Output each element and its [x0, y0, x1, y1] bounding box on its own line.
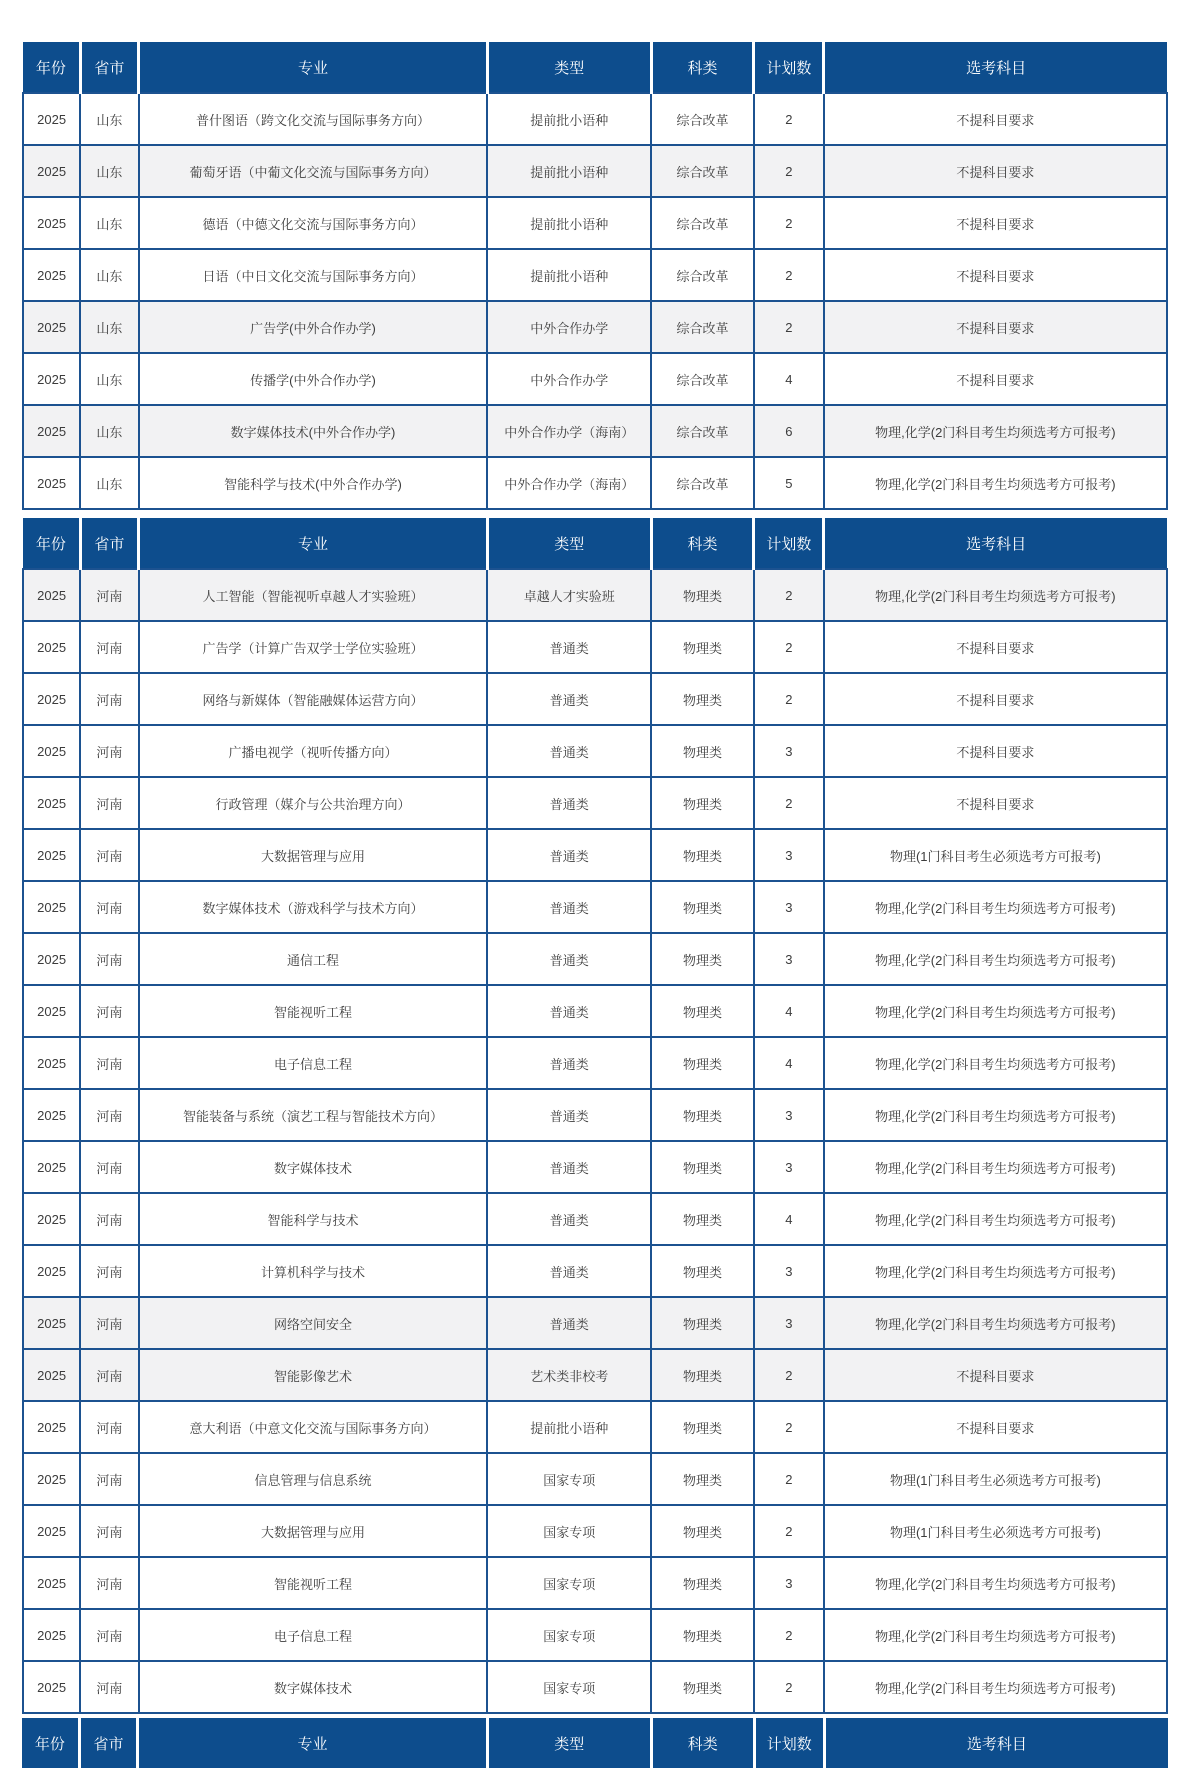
cell-province: 山东	[80, 93, 138, 145]
cell-province: 河南	[80, 1609, 138, 1661]
cell-major: 意大利语（中意文化交流与国际事务方向）	[139, 1401, 488, 1453]
cell-plan: 4	[754, 1037, 824, 1089]
cell-category: 物理类	[651, 829, 754, 881]
cell-type: 提前批小语种	[487, 145, 651, 197]
cell-province: 山东	[80, 145, 138, 197]
cell-year: 2025	[23, 405, 80, 457]
cell-province: 山东	[80, 353, 138, 405]
cell-plan: 2	[754, 621, 824, 673]
table-row	[23, 145, 1167, 197]
cell-subjects: 不提科目要求	[824, 1401, 1167, 1453]
cell-type: 卓越人才实验班	[487, 569, 651, 621]
cell-plan: 3	[754, 881, 824, 933]
cell-subjects: 物理,化学(2门科目考生均须选考方可报考)	[824, 569, 1167, 621]
next-table-header-clipped	[22, 1718, 1168, 1753]
plan-table-next	[22, 1718, 1168, 1768]
cell-type: 普通类	[487, 777, 651, 829]
table-row	[23, 1349, 1167, 1401]
header-row	[23, 518, 1167, 569]
cell-province: 山东	[80, 197, 138, 249]
cell-type: 普通类	[487, 1193, 651, 1245]
cell-year: 2025	[23, 1401, 80, 1453]
table-row	[23, 777, 1167, 829]
column-header-plan: 计划数	[754, 518, 824, 569]
table-row	[23, 1505, 1167, 1557]
cell-type: 提前批小语种	[487, 249, 651, 301]
cell-category: 综合改革	[651, 353, 754, 405]
cell-subjects: 不提科目要求	[824, 145, 1167, 197]
cell-subjects: 不提科目要求	[824, 725, 1167, 777]
cell-major: 数字媒体技术（游戏科学与技术方向）	[139, 881, 488, 933]
cell-year: 2025	[23, 353, 80, 405]
table-row	[23, 1609, 1167, 1661]
cell-major: 智能视听工程	[139, 985, 488, 1037]
column-header-plan: 计划数	[754, 1718, 824, 1768]
cell-year: 2025	[23, 1349, 80, 1401]
column-header-category: 科类	[651, 518, 754, 569]
cell-type: 国家专项	[487, 1505, 651, 1557]
cell-category: 物理类	[651, 725, 754, 777]
cell-plan: 3	[754, 933, 824, 985]
cell-province: 河南	[80, 1037, 138, 1089]
cell-province: 河南	[80, 1453, 138, 1505]
cell-type: 普通类	[487, 1141, 651, 1193]
cell-subjects: 不提科目要求	[824, 93, 1167, 145]
cell-subjects: 物理,化学(2门科目考生均须选考方可报考)	[824, 1193, 1167, 1245]
cell-major: 日语（中日文化交流与国际事务方向）	[139, 249, 488, 301]
cell-major: 数字媒体技术	[139, 1141, 488, 1193]
cell-year: 2025	[23, 457, 80, 509]
cell-subjects: 物理,化学(2门科目考生均须选考方可报考)	[824, 405, 1167, 457]
table-row	[23, 985, 1167, 1037]
table-row	[23, 673, 1167, 725]
cell-province: 河南	[80, 1193, 138, 1245]
cell-category: 综合改革	[651, 405, 754, 457]
table-row	[23, 301, 1167, 353]
cell-category: 综合改革	[651, 145, 754, 197]
cell-major: 广告学（计算广告双学士学位实验班）	[139, 621, 488, 673]
cell-year: 2025	[23, 621, 80, 673]
cell-type: 普通类	[487, 933, 651, 985]
cell-major: 网络与新媒体（智能融媒体运营方向）	[139, 673, 488, 725]
column-header-province: 省市	[80, 42, 138, 93]
cell-type: 普通类	[487, 881, 651, 933]
cell-year: 2025	[23, 1505, 80, 1557]
cell-plan: 2	[754, 1453, 824, 1505]
cell-subjects: 物理,化学(2门科目考生均须选考方可报考)	[824, 881, 1167, 933]
plan-table-shandong	[22, 42, 1168, 510]
column-header-subjects: 选考科目	[824, 1718, 1168, 1768]
cell-major: 大数据管理与应用	[139, 829, 488, 881]
cell-major: 数字媒体技术	[139, 1661, 488, 1713]
column-header-category: 科类	[651, 1718, 754, 1768]
cell-major: 德语（中德文化交流与国际事务方向）	[139, 197, 488, 249]
cell-plan: 2	[754, 1661, 824, 1713]
cell-province: 河南	[80, 1349, 138, 1401]
cell-year: 2025	[23, 1141, 80, 1193]
cell-type: 中外合作办学	[487, 301, 651, 353]
cell-type: 普通类	[487, 621, 651, 673]
cell-province: 河南	[80, 829, 138, 881]
table-header	[23, 42, 1167, 93]
cell-year: 2025	[23, 1453, 80, 1505]
cell-major: 广播电视学（视听传播方向）	[139, 725, 488, 777]
table-row	[23, 1037, 1167, 1089]
cell-subjects: 不提科目要求	[824, 621, 1167, 673]
cell-year: 2025	[23, 301, 80, 353]
cell-province: 河南	[80, 1557, 138, 1609]
cell-subjects: 物理,化学(2门科目考生均须选考方可报考)	[824, 1609, 1167, 1661]
cell-plan: 2	[754, 1349, 824, 1401]
cell-year: 2025	[23, 777, 80, 829]
column-header-major: 专业	[138, 1718, 488, 1768]
cell-type: 提前批小语种	[487, 93, 651, 145]
cell-plan: 2	[754, 1609, 824, 1661]
cell-type: 国家专项	[487, 1661, 651, 1713]
cell-subjects: 物理,化学(2门科目考生均须选考方可报考)	[824, 933, 1167, 985]
cell-type: 普通类	[487, 1297, 651, 1349]
cell-type: 普通类	[487, 829, 651, 881]
cell-year: 2025	[23, 673, 80, 725]
cell-subjects: 物理(1门科目考生必须选考方可报考)	[824, 1505, 1167, 1557]
cell-province: 河南	[80, 621, 138, 673]
column-header-year: 年份	[23, 42, 80, 93]
table-row	[23, 1453, 1167, 1505]
table-row	[23, 353, 1167, 405]
cell-year: 2025	[23, 1089, 80, 1141]
cell-year: 2025	[23, 725, 80, 777]
cell-province: 河南	[80, 1089, 138, 1141]
cell-category: 物理类	[651, 1661, 754, 1713]
table-row	[23, 933, 1167, 985]
cell-subjects: 不提科目要求	[824, 301, 1167, 353]
column-header-province: 省市	[80, 518, 138, 569]
cell-major: 数字媒体技术(中外合作办学)	[139, 405, 488, 457]
table-row	[23, 197, 1167, 249]
cell-province: 河南	[80, 933, 138, 985]
cell-year: 2025	[23, 1297, 80, 1349]
cell-subjects: 物理,化学(2门科目考生均须选考方可报考)	[824, 1245, 1167, 1297]
cell-subjects: 不提科目要求	[824, 249, 1167, 301]
table-row	[23, 829, 1167, 881]
column-header-plan: 计划数	[754, 42, 824, 93]
cell-year: 2025	[23, 881, 80, 933]
table-row	[23, 725, 1167, 777]
cell-type: 普通类	[487, 1245, 651, 1297]
cell-major: 计算机科学与技术	[139, 1245, 488, 1297]
cell-province: 河南	[80, 985, 138, 1037]
table-row	[23, 621, 1167, 673]
cell-major: 智能影像艺术	[139, 1349, 488, 1401]
cell-major: 智能视听工程	[139, 1557, 488, 1609]
column-header-year: 年份	[22, 1718, 79, 1768]
column-header-major: 专业	[139, 518, 488, 569]
cell-subjects: 物理,化学(2门科目考生均须选考方可报考)	[824, 1297, 1167, 1349]
cell-plan: 2	[754, 777, 824, 829]
cell-subjects: 不提科目要求	[824, 1349, 1167, 1401]
cell-type: 普通类	[487, 673, 651, 725]
table-body	[23, 93, 1167, 509]
column-header-type: 类型	[487, 42, 651, 93]
cell-year: 2025	[23, 1245, 80, 1297]
cell-subjects: 不提科目要求	[824, 777, 1167, 829]
cell-major: 网络空间安全	[139, 1297, 488, 1349]
cell-year: 2025	[23, 249, 80, 301]
cell-province: 河南	[80, 673, 138, 725]
cell-type: 普通类	[487, 725, 651, 777]
cell-major: 智能科学与技术	[139, 1193, 488, 1245]
table-row	[23, 881, 1167, 933]
cell-province: 河南	[80, 777, 138, 829]
cell-type: 提前批小语种	[487, 1401, 651, 1453]
cell-plan: 3	[754, 1297, 824, 1349]
cell-category: 物理类	[651, 881, 754, 933]
column-header-major: 专业	[139, 42, 488, 93]
cell-subjects: 物理,化学(2门科目考生均须选考方可报考)	[824, 1141, 1167, 1193]
cell-plan: 2	[754, 1505, 824, 1557]
cell-plan: 3	[754, 829, 824, 881]
cell-year: 2025	[23, 985, 80, 1037]
cell-plan: 3	[754, 725, 824, 777]
table-row	[23, 405, 1167, 457]
cell-major: 人工智能（智能视听卓越人才实验班）	[139, 569, 488, 621]
cell-category: 物理类	[651, 1349, 754, 1401]
cell-year: 2025	[23, 1193, 80, 1245]
header-row	[23, 42, 1167, 93]
cell-type: 提前批小语种	[487, 197, 651, 249]
cell-category: 物理类	[651, 777, 754, 829]
cell-category: 综合改革	[651, 197, 754, 249]
cell-subjects: 不提科目要求	[824, 673, 1167, 725]
cell-subjects: 物理,化学(2门科目考生均须选考方可报考)	[824, 1089, 1167, 1141]
cell-plan: 2	[754, 145, 824, 197]
table-row	[23, 1089, 1167, 1141]
cell-subjects: 不提科目要求	[824, 197, 1167, 249]
cell-category: 物理类	[651, 1193, 754, 1245]
table-row	[23, 1193, 1167, 1245]
column-header-type: 类型	[487, 1718, 651, 1768]
cell-year: 2025	[23, 145, 80, 197]
cell-major: 电子信息工程	[139, 1037, 488, 1089]
table-row	[23, 1141, 1167, 1193]
cell-major: 传播学(中外合作办学)	[139, 353, 488, 405]
cell-province: 河南	[80, 725, 138, 777]
table-row	[23, 1245, 1167, 1297]
cell-category: 物理类	[651, 1089, 754, 1141]
header-row	[22, 1718, 1168, 1768]
cell-major: 智能装备与系统（演艺工程与智能技术方向）	[139, 1089, 488, 1141]
cell-category: 物理类	[651, 1245, 754, 1297]
cell-type: 普通类	[487, 1037, 651, 1089]
cell-year: 2025	[23, 197, 80, 249]
table-row	[23, 249, 1167, 301]
cell-major: 行政管理（媒介与公共治理方向）	[139, 777, 488, 829]
cell-subjects: 物理,化学(2门科目考生均须选考方可报考)	[824, 1661, 1167, 1713]
column-header-subjects: 选考科目	[824, 518, 1167, 569]
cell-year: 2025	[23, 1609, 80, 1661]
cell-category: 物理类	[651, 933, 754, 985]
cell-category: 物理类	[651, 1297, 754, 1349]
cell-category: 物理类	[651, 569, 754, 621]
cell-category: 综合改革	[651, 457, 754, 509]
cell-year: 2025	[23, 829, 80, 881]
plan-table-henan	[22, 518, 1168, 1714]
cell-plan: 2	[754, 673, 824, 725]
cell-plan: 2	[754, 249, 824, 301]
column-header-subjects: 选考科目	[824, 42, 1167, 93]
cell-major: 智能科学与技术(中外合作办学)	[139, 457, 488, 509]
table-row	[23, 457, 1167, 509]
cell-type: 普通类	[487, 985, 651, 1037]
cell-category: 物理类	[651, 1453, 754, 1505]
cell-category: 综合改革	[651, 249, 754, 301]
cell-plan: 3	[754, 1089, 824, 1141]
cell-province: 河南	[80, 1661, 138, 1713]
cell-category: 物理类	[651, 1037, 754, 1089]
cell-category: 物理类	[651, 1609, 754, 1661]
table-row	[23, 93, 1167, 145]
cell-plan: 2	[754, 197, 824, 249]
cell-year: 2025	[23, 569, 80, 621]
cell-type: 中外合作办学（海南）	[487, 405, 651, 457]
cell-plan: 5	[754, 457, 824, 509]
table-row	[23, 1557, 1167, 1609]
cell-major: 葡萄牙语（中葡文化交流与国际事务方向）	[139, 145, 488, 197]
cell-subjects: 物理,化学(2门科目考生均须选考方可报考)	[824, 1557, 1167, 1609]
cell-major: 通信工程	[139, 933, 488, 985]
cell-plan: 4	[754, 985, 824, 1037]
cell-plan: 3	[754, 1245, 824, 1297]
column-header-type: 类型	[487, 518, 651, 569]
cell-subjects: 物理(1门科目考生必须选考方可报考)	[824, 1453, 1167, 1505]
table-row	[23, 569, 1167, 621]
cell-plan: 2	[754, 93, 824, 145]
cell-major: 电子信息工程	[139, 1609, 488, 1661]
table-header	[22, 1718, 1168, 1768]
cell-subjects: 物理(1门科目考生必须选考方可报考)	[824, 829, 1167, 881]
cell-plan: 3	[754, 1141, 824, 1193]
table-header	[23, 518, 1167, 569]
cell-province: 河南	[80, 1297, 138, 1349]
cell-subjects: 物理,化学(2门科目考生均须选考方可报考)	[824, 985, 1167, 1037]
cell-province: 河南	[80, 881, 138, 933]
cell-plan: 2	[754, 1401, 824, 1453]
cell-year: 2025	[23, 1661, 80, 1713]
cell-category: 物理类	[651, 985, 754, 1037]
cell-category: 物理类	[651, 1401, 754, 1453]
cell-major: 信息管理与信息系统	[139, 1453, 488, 1505]
cell-plan: 4	[754, 1193, 824, 1245]
cell-province: 山东	[80, 405, 138, 457]
cell-type: 中外合作办学	[487, 353, 651, 405]
cell-province: 河南	[80, 1401, 138, 1453]
cell-category: 物理类	[651, 1141, 754, 1193]
cell-province: 山东	[80, 249, 138, 301]
cell-province: 山东	[80, 301, 138, 353]
cell-major: 广告学(中外合作办学)	[139, 301, 488, 353]
cell-type: 普通类	[487, 1089, 651, 1141]
column-header-year: 年份	[23, 518, 80, 569]
cell-province: 河南	[80, 569, 138, 621]
cell-plan: 3	[754, 1557, 824, 1609]
cell-type: 中外合作办学（海南）	[487, 457, 651, 509]
cell-year: 2025	[23, 933, 80, 985]
column-header-province: 省市	[79, 1718, 137, 1768]
cell-province: 河南	[80, 1245, 138, 1297]
cell-type: 国家专项	[487, 1453, 651, 1505]
cell-major: 大数据管理与应用	[139, 1505, 488, 1557]
cell-subjects: 物理,化学(2门科目考生均须选考方可报考)	[824, 457, 1167, 509]
table-body	[23, 569, 1167, 1713]
table-gap	[22, 510, 1168, 518]
cell-category: 综合改革	[651, 93, 754, 145]
cell-plan: 4	[754, 353, 824, 405]
cell-subjects: 物理,化学(2门科目考生均须选考方可报考)	[824, 1037, 1167, 1089]
cell-type: 国家专项	[487, 1609, 651, 1661]
cell-subjects: 不提科目要求	[824, 353, 1167, 405]
cell-year: 2025	[23, 93, 80, 145]
cell-major: 普什图语（跨文化交流与国际事务方向）	[139, 93, 488, 145]
cell-plan: 6	[754, 405, 824, 457]
cell-category: 物理类	[651, 673, 754, 725]
cell-type: 国家专项	[487, 1557, 651, 1609]
cell-province: 山东	[80, 457, 138, 509]
table-row	[23, 1297, 1167, 1349]
cell-province: 河南	[80, 1141, 138, 1193]
table-row	[23, 1401, 1167, 1453]
table-row	[23, 1661, 1167, 1713]
cell-type: 艺术类非校考	[487, 1349, 651, 1401]
cell-year: 2025	[23, 1037, 80, 1089]
cell-plan: 2	[754, 301, 824, 353]
cell-category: 物理类	[651, 1505, 754, 1557]
cell-province: 河南	[80, 1505, 138, 1557]
cell-category: 综合改革	[651, 301, 754, 353]
cell-category: 物理类	[651, 1557, 754, 1609]
cell-year: 2025	[23, 1557, 80, 1609]
cell-category: 物理类	[651, 621, 754, 673]
cell-plan: 2	[754, 569, 824, 621]
column-header-category: 科类	[651, 42, 754, 93]
